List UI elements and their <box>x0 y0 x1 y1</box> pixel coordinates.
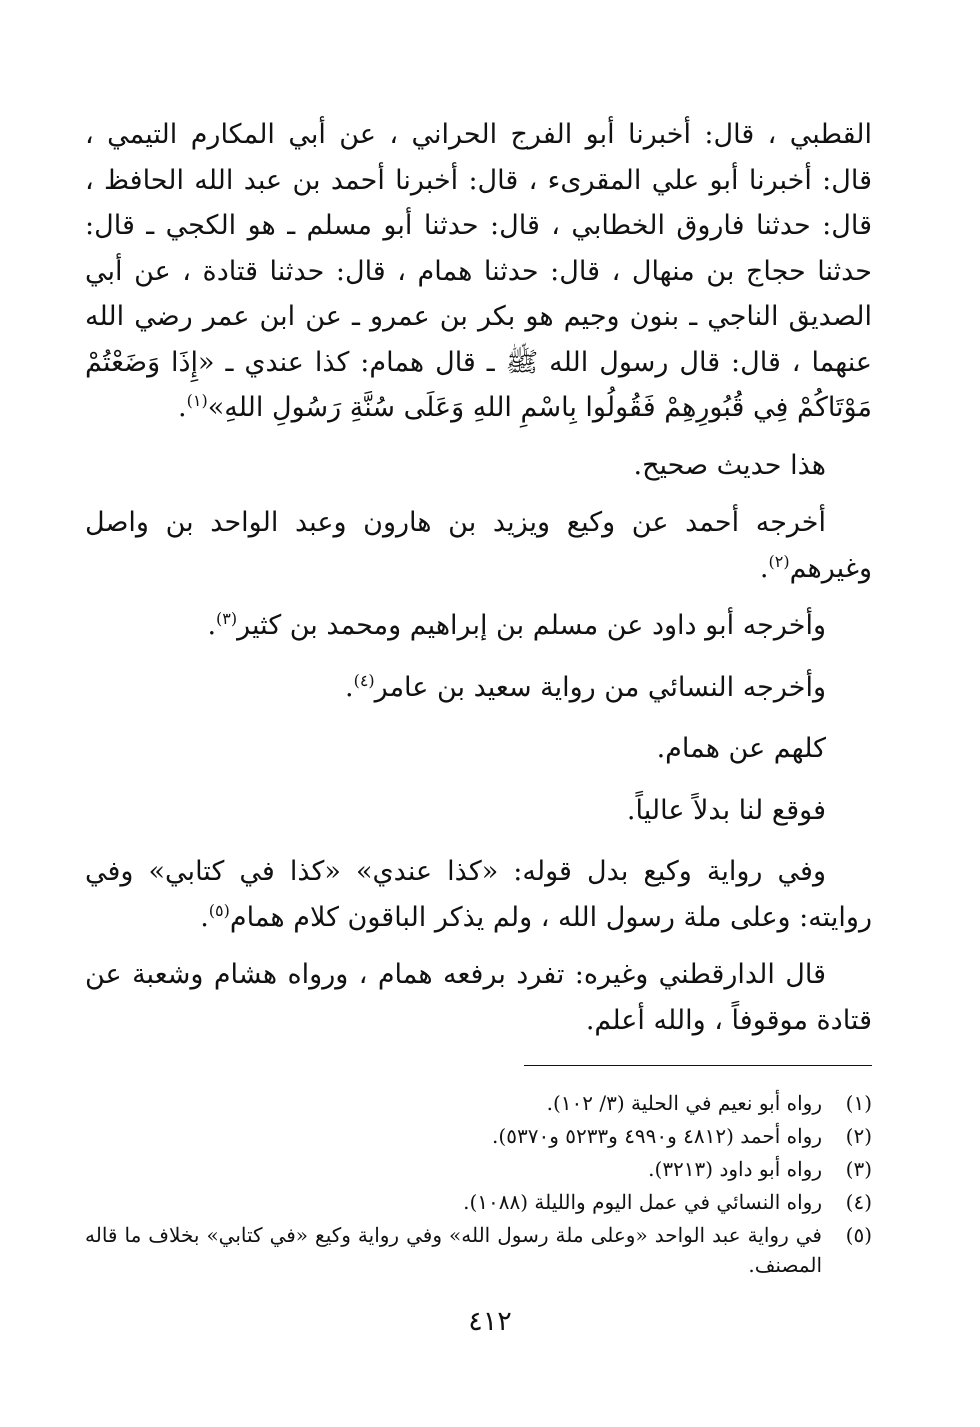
footnote-divider <box>524 1065 872 1066</box>
takhrij-ahmad-text: أخرجه أحمد عن وكيع ويزيد بن هارون وعبد الواحد بن واصل وغيرهم <box>85 507 872 584</box>
hadith-isnad-paragraph <box>85 112 872 431</box>
footnote-text: رواه أبو داود (٣٢١٣). <box>648 1157 822 1181</box>
footnote-text: رواه أبو نعيم في الحلية (٣/ ١٠٢). <box>546 1091 822 1115</box>
page-number: ٤١٢ <box>468 1306 512 1337</box>
footnote-number: (٥) <box>845 1223 872 1247</box>
grading-paragraph <box>85 443 872 489</box>
all-from-hammam-paragraph <box>85 726 872 772</box>
badal-aali-paragraph <box>85 788 872 834</box>
hadith-isnad-text: القطبي ، قال: أخبرنا أبو الفرج الحراني ، عن أبي المكارم التيمي ، قال: أخبرنا أبو علي المقرىء ، قال: أخبرنا أحمد بن عبد الله الحافظ ، قال: حدثنا فاروق الخطابي ، قال: حدثنا أبو مسلم ـ هو الكجي ـ قال: حدثنا حجاج بن منهال ، قال: حدثنا همام ، قال: حدثنا قتادة ، عن أبي الصديق الناجي ـ بنون وجيم هو بكر بن عمرو ـ عن ابن عمر رضي الله عنهما ، قال: قال رسول الله ﷺ ـ قال همام: كذا عندي ـ «إِذَا وَضَعْتُمْ مَوْتَاكُمْ فِي قُبُورِهِمْ فَقُولُوا بِاسْمِ اللهِ وَعَلَى سُنَّةِ رَسُولِ اللهِ» <box>85 119 872 423</box>
paragraph-end-mark: . <box>207 610 217 641</box>
footnote-text: رواه أحمد (٤٨١٢ و٤٩٩٠ و٥٢٣٣ و٥٣٧٠). <box>492 1124 822 1148</box>
grading-text: هذا حديث صحيح. <box>633 449 826 481</box>
footnote-item <box>85 1154 872 1184</box>
footnote-text: رواه النسائي في عمل اليوم والليلة (١٠٨٨). <box>463 1190 822 1214</box>
takhrij-abu-dawud-text: وأخرجه أبو داود عن مسلم بن إبراهيم ومحمد بن كثير <box>237 610 826 641</box>
badal-aali-text: فوقع لنا بدلاً عالياً. <box>626 794 826 826</box>
footnote-ref-5[interactable]: (٥) <box>208 900 230 920</box>
footnote-number: (١) <box>845 1091 872 1115</box>
footnote-item <box>85 1220 872 1280</box>
footnote-item <box>85 1121 872 1151</box>
footnote-ref-2[interactable]: (٢) <box>768 551 790 571</box>
footnote-number: (٣) <box>845 1157 872 1181</box>
paragraph-end-mark: . <box>344 671 354 703</box>
all-from-hammam-text: كلهم عن همام. <box>656 733 826 764</box>
takhrij-abu-dawud-paragraph <box>85 603 872 649</box>
takhrij-nasai-text: وأخرجه النسائي من رواية سعيد بن عامر <box>374 671 826 703</box>
takhrij-ahmad-paragraph <box>85 500 872 591</box>
daraqutni-text: قال الدارقطني وغيره: تفرد برفعه همام ، ورواه هشام وشعبة عن قتادة موقوفاً ، والله أعلم. <box>85 959 872 1036</box>
footnote-item <box>85 1088 872 1118</box>
footnote-number: (٤) <box>845 1190 872 1214</box>
footnotes-list <box>85 1088 872 1280</box>
waki-narration-paragraph <box>85 849 872 940</box>
footnote-ref-1[interactable]: (١) <box>186 391 208 410</box>
footnote-ref-3[interactable]: (٣) <box>216 609 238 628</box>
daraqutni-paragraph <box>85 952 872 1043</box>
footnote-ref-4[interactable]: (٤) <box>353 670 375 690</box>
page-body <box>85 112 872 1427</box>
waki-narration-text: وفي رواية وكيع بدل قوله: «كذا عندي» «كذا في كتابي» وفي روايته: وعلى ملة رسول الله ، ولم يذكر الباقون كلام همام <box>85 856 872 933</box>
paragraph-end-mark: . <box>759 552 769 584</box>
footnote-number: (٢) <box>845 1124 872 1148</box>
footnote-item <box>85 1187 872 1217</box>
footnote-text: في رواية عبد الواحد «وعلى ملة رسول الله» وفي رواية وكيع «في كتابي» بخلاف ما قاله المصنف. <box>85 1223 822 1277</box>
takhrij-nasai-paragraph <box>85 665 872 711</box>
paragraph-end-mark: . <box>200 901 209 933</box>
paragraph-end-mark: . <box>178 392 187 423</box>
